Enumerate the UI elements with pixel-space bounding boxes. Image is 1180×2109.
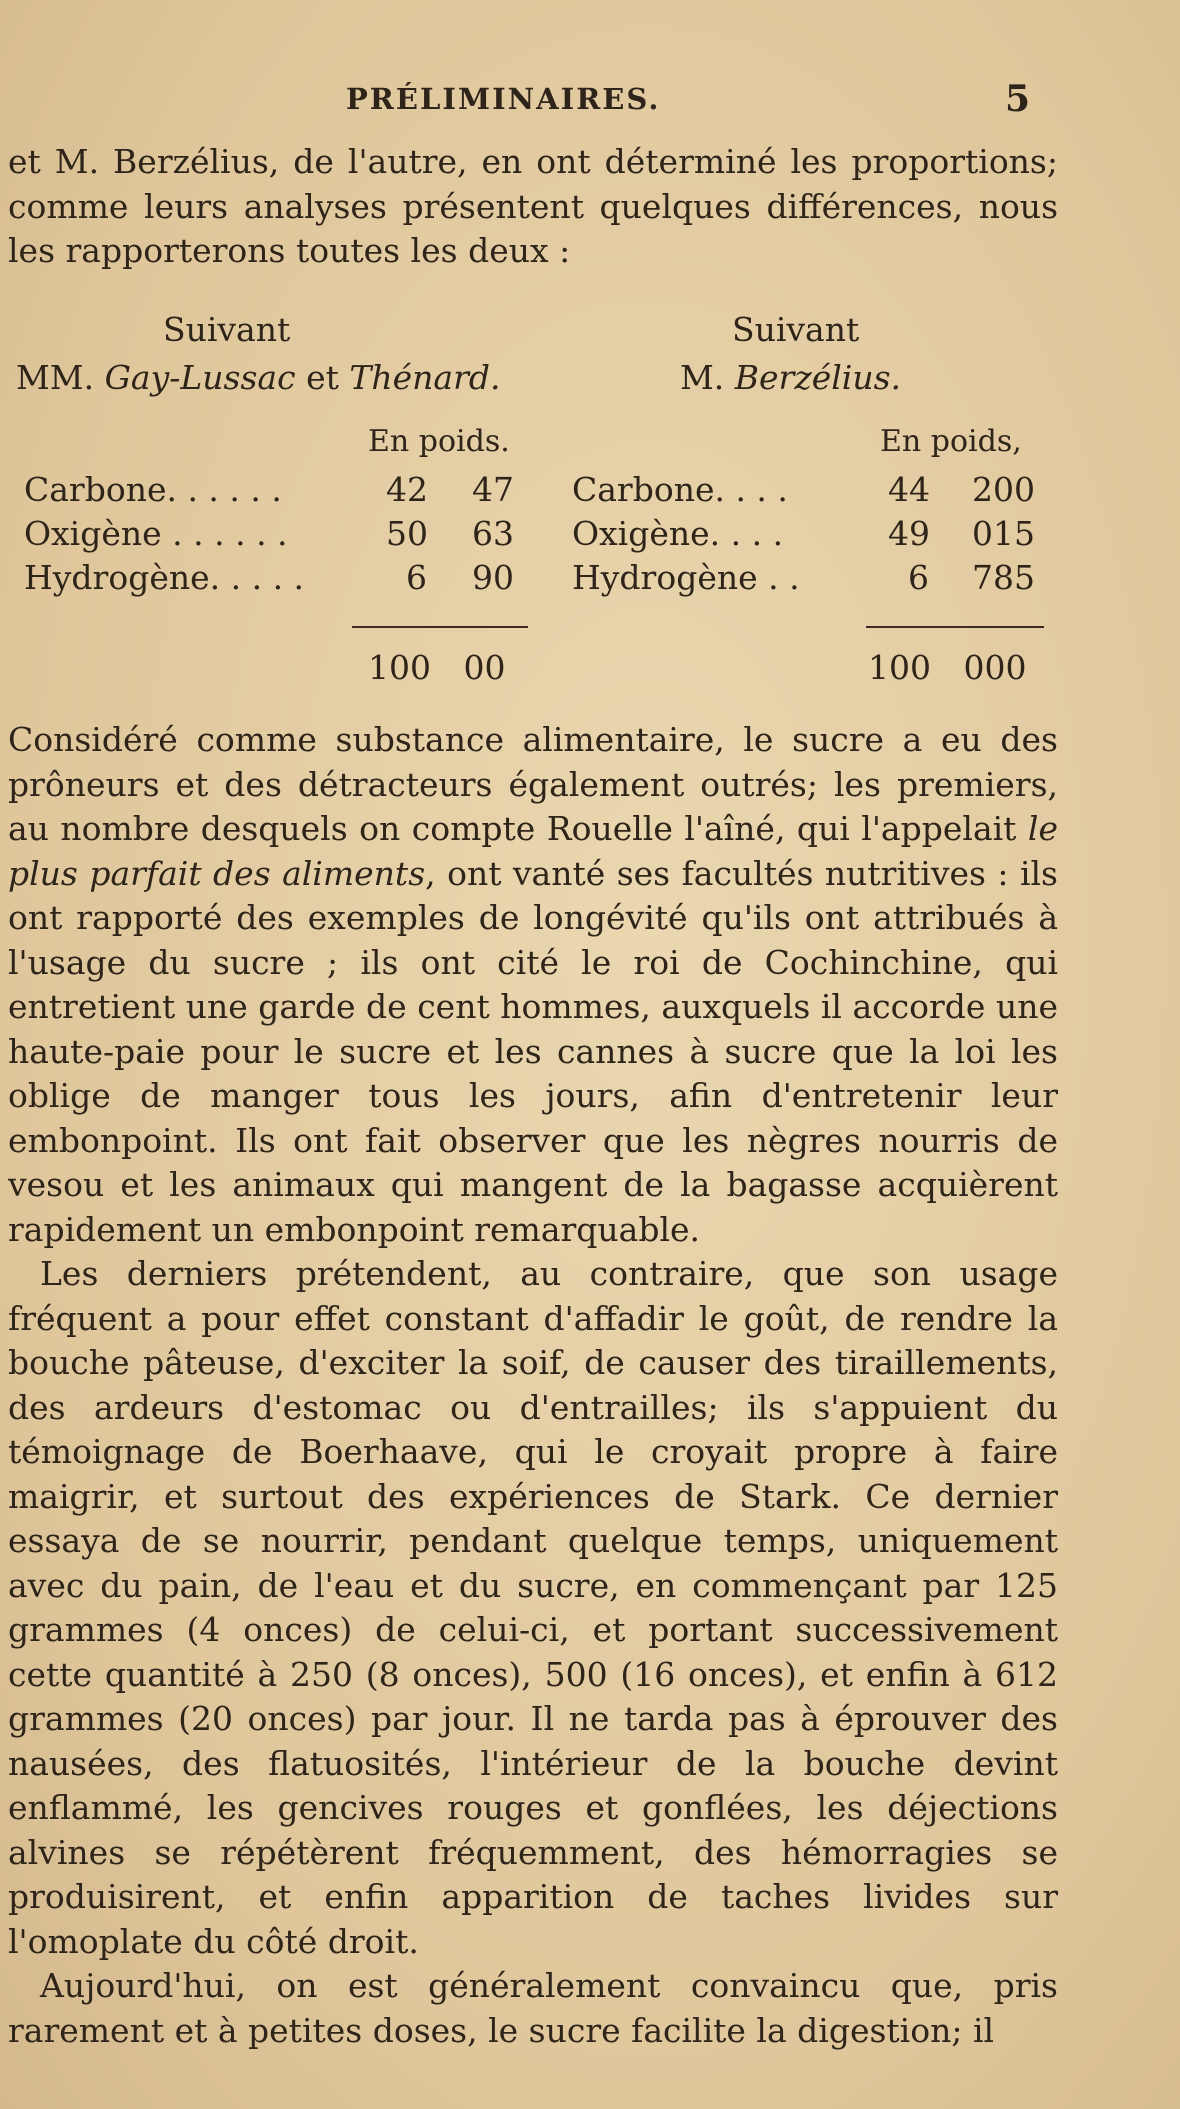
value-int: 44 [888, 470, 930, 509]
right-sum-rule [866, 626, 1044, 628]
value-int: 6 [406, 558, 427, 597]
page-header [0, 78, 1180, 132]
value-dec: 200 [972, 470, 1035, 509]
right-row-carbone [572, 470, 1072, 514]
right-unit-label: En poids, [880, 424, 1022, 459]
left-row-carbone [24, 470, 544, 514]
left-row-hydrogene [24, 558, 544, 602]
right-heading-author [680, 358, 901, 397]
intro-paragraph [8, 140, 1058, 274]
element-name: Hydrogène . . [572, 558, 800, 597]
paragraph-2: Les derniers prétendent, au contraire, que son usage fréquent a pour effet constant d'affadir le goût, de rendre la bouche pâteuse, d'exciter la soif, de causer des tiraillements, des ardeurs d'estomac ou d'entrailles; ils s'appuient du témoignage de Boerhaave, qui le croyait propre à faire maigrir, et surtout des expériences de Stark. Ce dernier essaya de se nourrir, pendant quelque temps, uniquement avec du pain, de l'eau et du sucre, en commençant par 125 grammes (4 onces) de celui-ci, et portant successivement cette quantité à 250 (8 onces), 500 (16 onces), et enfin à 612 grammes (20 onces) par jour. Il ne tarda pas à éprouver des nausées, des flatuosités, l'intérieur de la bouche devint enflammé, les gencives rouges et gonflées, les déjections alvines se répétèrent fréquemment, des hémorragies se produisirent, et enfin apparition de taches livides sur l'omoplate du côté droit. [8, 1254, 1058, 1961]
value-dec: 63 [472, 514, 514, 553]
element-name: Oxigène. . . . [572, 514, 784, 553]
total-int: 100 [368, 648, 431, 687]
left-heading-name1: Gay-Lussac [104, 358, 296, 397]
left-unit-label: En poids. [368, 424, 510, 459]
left-heading-prefix: MM. [16, 358, 105, 397]
total-dec: 000 [963, 648, 1027, 687]
value-dec: 015 [972, 514, 1035, 553]
composition-table [0, 300, 1180, 690]
element-name: Carbone. . . . . . [24, 470, 282, 509]
page-number: 5 [1005, 78, 1031, 120]
paragraph-1-start: Considéré comme substance alimentaire, le sucre a eu des prôneurs et des détracteurs également outrés; les premiers, au nombre desquels on compte Rouelle l'aîné, qui l'appelait [8, 720, 1058, 848]
body-text [8, 718, 1058, 2053]
element-name: Hydrogène. . . . . [24, 558, 305, 597]
right-total [868, 648, 1027, 687]
left-total [368, 648, 506, 687]
total-int: 100 [868, 648, 931, 687]
right-heading-prefix: M. [680, 358, 735, 397]
right-row-oxigene [572, 514, 1072, 558]
value-int: 50 [386, 514, 428, 553]
right-heading-name: Berzélius. [734, 358, 902, 397]
intro-text: et M. Berzélius, de l'autre, en ont déterminé les proportions; comme leurs analyses présentent quelques différences, nous les rapporterons toutes les deux : [8, 142, 1058, 270]
paragraph-3: Aujourd'hui, on est généralement convaincu que, pris rarement et à petites doses, le sucre facilite la digestion; il [8, 1966, 1058, 2050]
left-heading-name2: Thénard. [349, 358, 501, 397]
left-sum-rule [352, 626, 528, 628]
right-row-hydrogene [572, 558, 1072, 602]
value-int: 49 [888, 514, 930, 553]
paragraph-1 [8, 718, 1058, 1252]
left-heading-line1: Suivant [163, 310, 291, 349]
left-heading-authors [16, 358, 501, 397]
element-name: Oxigène . . . . . . [24, 514, 288, 553]
left-row-oxigene [24, 514, 544, 558]
value-int: 6 [908, 558, 929, 597]
value-dec: 785 [972, 558, 1035, 597]
paragraph-1-end: , ont vanté ses facultés nutritives : ils ont rapporté des exemples de longévité qu'ils ont attribués à l'usage du sucre ; ils ont cité le roi de Cochinchine, qui entretient une garde de cent hommes, auxquels il accorde une haute-paie pour le sucre et les cannes à sucre que la loi les oblige de manger tous les jours, afin d'entretenir leur embonpoint. Ils ont fait observer que les nègres nourris de vesou et les animaux qui mangent de la bagasse acquièrent rapidement un embonpoint remarquable. [8, 853, 1058, 1249]
running-title: PRÉLIMINAIRES. [346, 82, 661, 116]
value-int: 42 [386, 470, 428, 509]
element-name: Carbone. . . . [572, 470, 788, 509]
value-dec: 47 [472, 470, 514, 509]
value-dec: 90 [472, 558, 514, 597]
total-dec: 00 [463, 648, 506, 687]
right-heading-line1: Suivant [732, 310, 860, 349]
left-heading-conj: et [295, 358, 350, 397]
quoted-phrase: le plus parfait des aliments [8, 809, 1058, 893]
